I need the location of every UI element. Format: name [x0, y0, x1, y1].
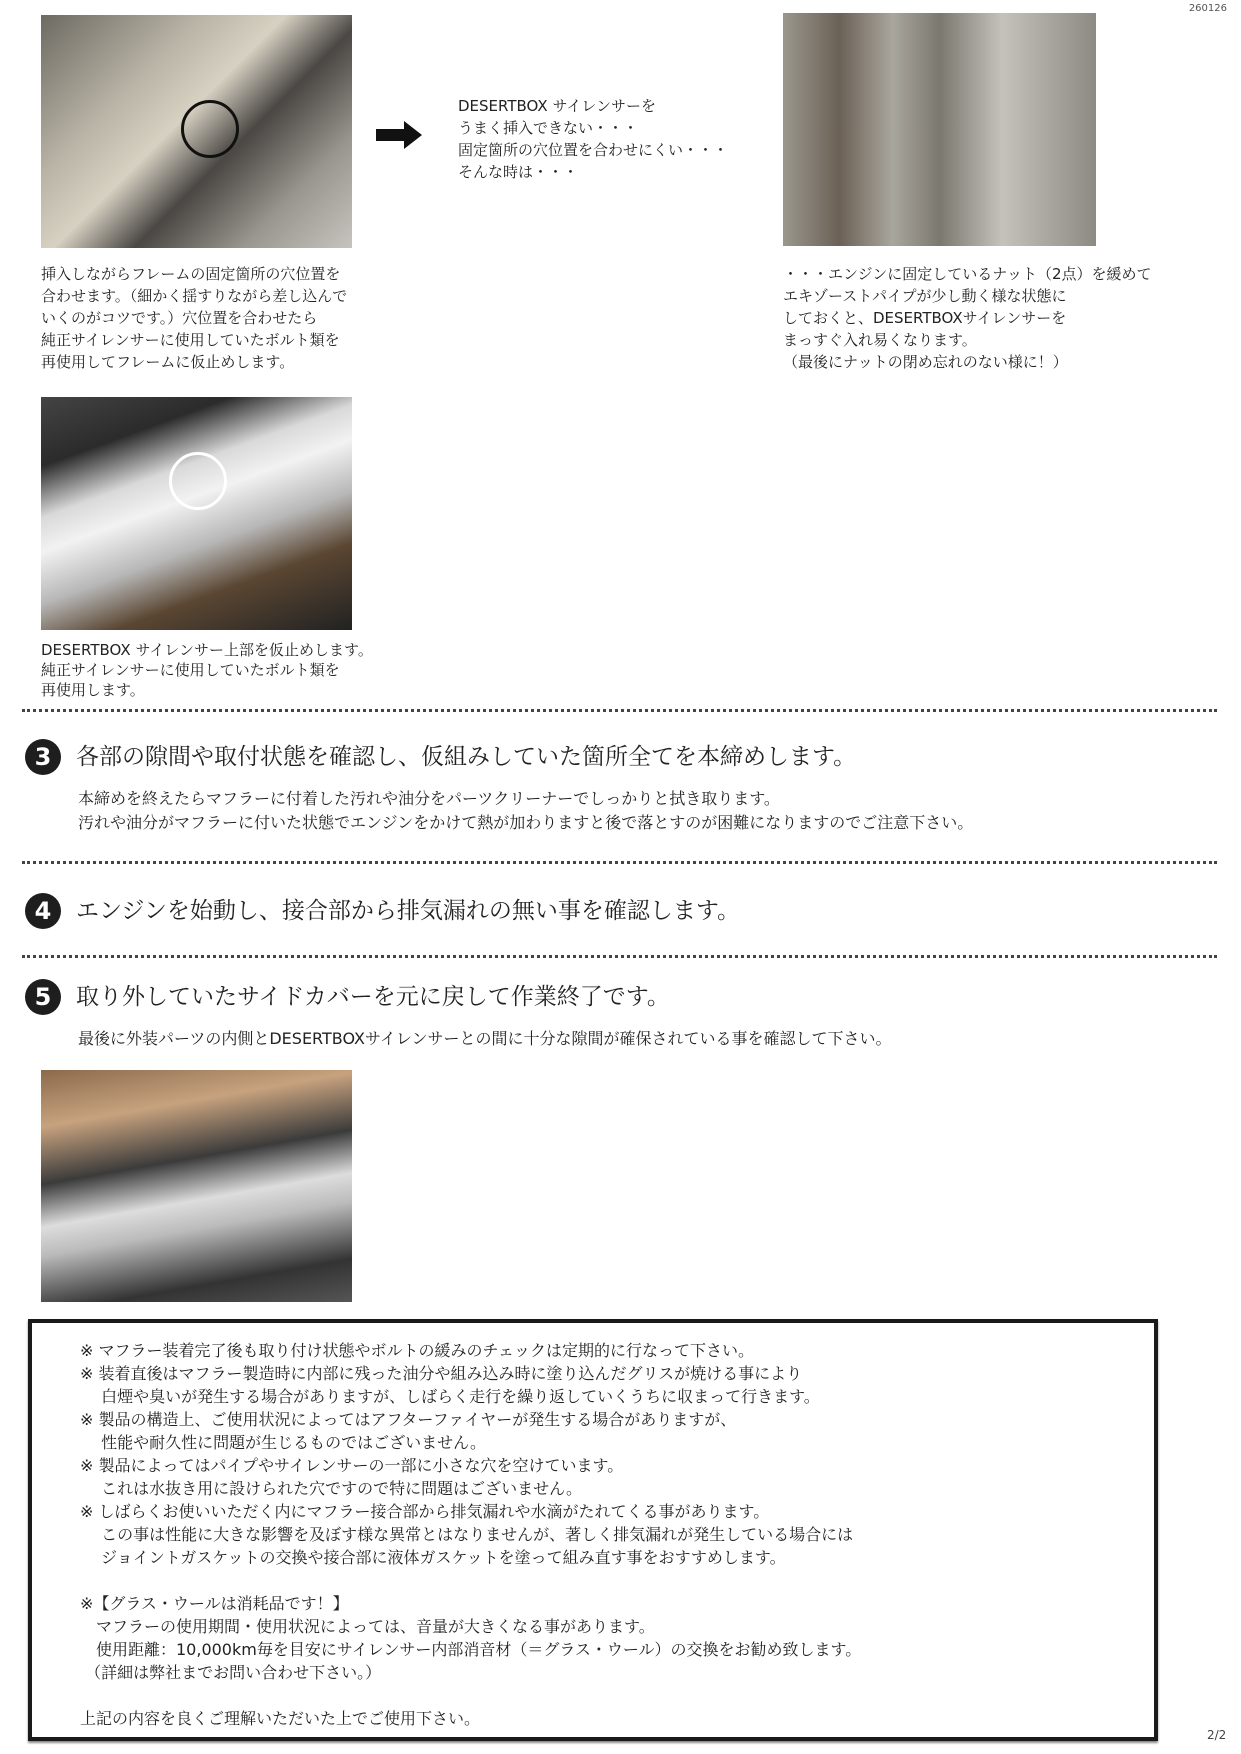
caption-lower: [41, 640, 373, 700]
step-5-title: 取り外していたサイドカバーを元に戻して作業終了です。: [76, 984, 670, 1010]
text-line: 純正サイレンサーに使用していたボルト類を: [41, 661, 340, 679]
text-line: 固定箇所の穴位置を合わせにくい・・・: [458, 141, 729, 159]
document-code: 260126: [1188, 3, 1227, 14]
text-line: DESERTBOX サイレンサーを: [458, 97, 657, 115]
notes-list: [80, 1339, 861, 1730]
text-line: 純正サイレンサーに使用していたボルト類を: [41, 331, 340, 349]
caption-right: [783, 263, 1152, 373]
photo-engine-exhaust: [783, 13, 1096, 246]
note-line: 使用距離：10,000km毎を目安にサイレンサー内部消音材（＝グラス・ウール）の交換をお勧め致します。: [80, 1640, 862, 1659]
caption-left: [41, 263, 347, 373]
blank-line: [80, 1684, 861, 1707]
text-line: まっすぐ入れ易くなります。: [783, 331, 977, 349]
highlight-circle: [181, 100, 239, 158]
text-line: そんな時は・・・: [458, 163, 579, 181]
photo-frame-mount: [41, 15, 352, 248]
note-line: ※ 製品によってはパイプやサイレンサーの一部に小さな穴を空けています。: [80, 1456, 624, 1475]
text-line: エキゾーストパイプが少し動く様な状態に: [783, 287, 1067, 305]
text-line: （最後にナットの閉め忘れのない様に！）: [783, 353, 1068, 371]
note-line: これは水抜き用に設けられた穴ですので特に問題はございません。: [80, 1479, 583, 1498]
note-line: ※ マフラー装着完了後も取り付け状態やボルトの緩みのチェックは定期的に行なって下さい。: [80, 1341, 755, 1360]
page-number: 2/2: [1207, 1728, 1227, 1742]
dotted-divider: [22, 709, 1217, 712]
note-line: マフラーの使用期間・使用状況によっては、音量が大きくなる事があります。: [80, 1617, 655, 1636]
text-line: しておくと、DESERTBOXサイレンサーを: [783, 309, 1067, 327]
text-line: いくのがコツです。）穴位置を合わせたら: [41, 309, 318, 327]
note-line: 性能や耐久性に問題が生じるものではございません。: [80, 1433, 487, 1452]
step-number-badge: 3: [25, 739, 61, 775]
text-line: ・・・エンジンに固定しているナット（2点）を緩めて: [783, 265, 1152, 283]
note-line: ※ しばらくお使いいただく内にマフラー接合部から排気漏れや水滴がたれてくる事があります。: [80, 1502, 770, 1521]
text-line: 再使用します。: [41, 681, 145, 699]
middle-text: [458, 95, 728, 183]
highlight-circle: [169, 452, 227, 510]
note-line: （詳細は弊社までお問い合わせ下さい。）: [80, 1663, 382, 1682]
dotted-divider: [22, 861, 1217, 864]
text-line: うまく挿入できない・・・: [458, 119, 639, 137]
note-line: 白煙や臭いが発生する場合がありますが、しばらく走行を繰り返していくうちに収まって行きます。: [80, 1387, 820, 1406]
note-line: 上記の内容を良くご理解いただいた上でご使用下さい。: [80, 1709, 481, 1728]
photo-installed-silencer: [41, 1070, 352, 1302]
note-line: ジョイントガスケットの交換や接合部に液体ガスケットを塗って組み直す事をおすすめします。: [80, 1548, 786, 1567]
step-number-badge: 5: [25, 979, 61, 1015]
photo-silencer-upper: [41, 397, 352, 630]
text-line: DESERTBOX サイレンサー上部を仮止めします。: [41, 641, 373, 659]
dotted-divider: [22, 955, 1217, 958]
note-line: この事は性能に大きな影響を及ぼす様な異常とはなりませんが、著しく排気漏れが発生している場合には: [80, 1525, 854, 1544]
step-number-badge: 4: [25, 893, 61, 929]
step-3-body-line: 汚れや油分がマフラーに付いた状態でエンジンをかけて熱が加わりますと後で落とすのが困難になりますのでご注意下さい。: [78, 813, 974, 832]
note-line: ※ 装着直後はマフラー製造時に内部に残った油分や組み込み時に塗り込んだグリスが焼ける事により: [80, 1364, 803, 1383]
text-line: 合わせます。（細かく揺すりながら差し込んで: [41, 287, 348, 305]
step-3-body-line: 本締めを終えたらマフラーに付着した汚れや油分をパーツクリーナーでしっかりと拭き取ります。: [78, 789, 780, 808]
step-3-title: 各部の隙間や取付状態を確認し、仮組みしていた箇所全てを本締めします。: [76, 744, 857, 770]
note-line: ※ 製品の構造上、ご使用状況によってはアフターファイヤーが発生する場合がありますが、: [80, 1410, 737, 1429]
notes-box: [28, 1319, 1158, 1741]
text-line: 再使用してフレームに仮止めします。: [41, 353, 295, 371]
blank-line: [80, 1569, 861, 1592]
text-line: 挿入しながらフレームの固定箇所の穴位置を: [41, 265, 341, 283]
step-5-body-line: 最後に外装パーツの内側とDESERTBOXサイレンサーとの間に十分な隙間が確保されている事を確認して下さい。: [78, 1029, 892, 1048]
step-4-title: エンジンを始動し、接合部から排気漏れの無い事を確認します。: [76, 898, 741, 924]
note-line: ※【グラス・ウールは消耗品です！】: [80, 1594, 349, 1613]
